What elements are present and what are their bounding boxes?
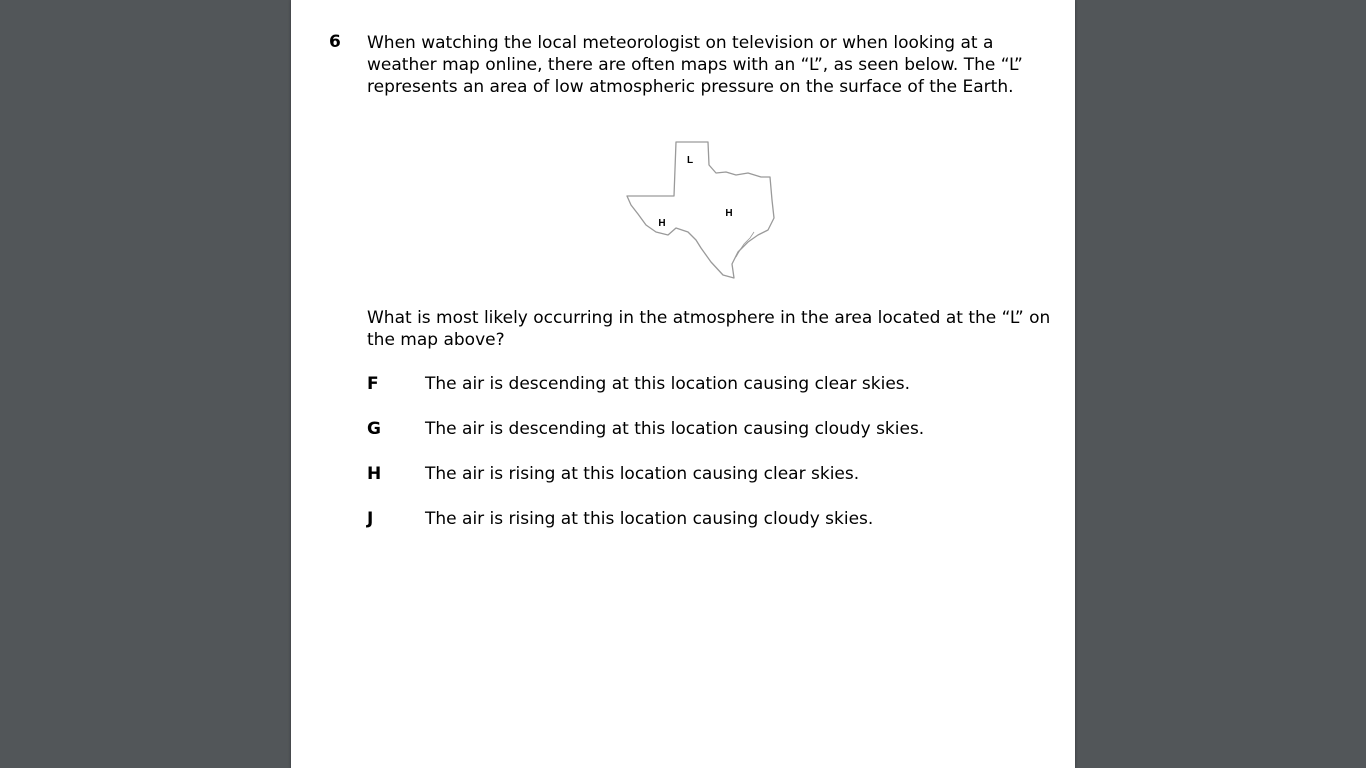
texas-weather-map xyxy=(626,140,776,280)
answer-choice-g[interactable] xyxy=(367,418,1047,442)
answer-choice-j[interactable] xyxy=(367,508,1047,532)
low-pressure-label: L xyxy=(686,155,694,166)
choice-letter: F xyxy=(367,374,379,394)
high-pressure-label-east: H xyxy=(725,208,733,219)
choice-text: The air is descending at this location causing cloudy skies. xyxy=(425,419,925,439)
choice-text: The air is descending at this location causing clear skies. xyxy=(425,374,911,394)
high-pressure-label-west: H xyxy=(658,218,666,229)
question-prompt: What is most likely occurring in the atmosphere in the area located at the “L” on the map above? xyxy=(367,308,1051,350)
question-number: 6 xyxy=(329,32,341,52)
answer-choice-f[interactable] xyxy=(367,373,1047,397)
choice-letter: G xyxy=(367,419,381,439)
answer-choice-h[interactable] xyxy=(367,463,1047,487)
document-page xyxy=(291,0,1075,768)
choice-text: The air is rising at this location causing cloudy skies. xyxy=(425,509,874,529)
choice-letter: J xyxy=(367,509,374,529)
choice-letter: H xyxy=(367,464,382,484)
question-stem: When watching the local meteorologist on television or when looking at a weather map online, there are often maps with an “L”, as seen below. The “L” represents an area of low atmospheric pressure on the surface of the Earth. xyxy=(367,33,1023,97)
texas-outline xyxy=(627,142,774,278)
choice-text: The air is rising at this location causing clear skies. xyxy=(425,464,860,484)
